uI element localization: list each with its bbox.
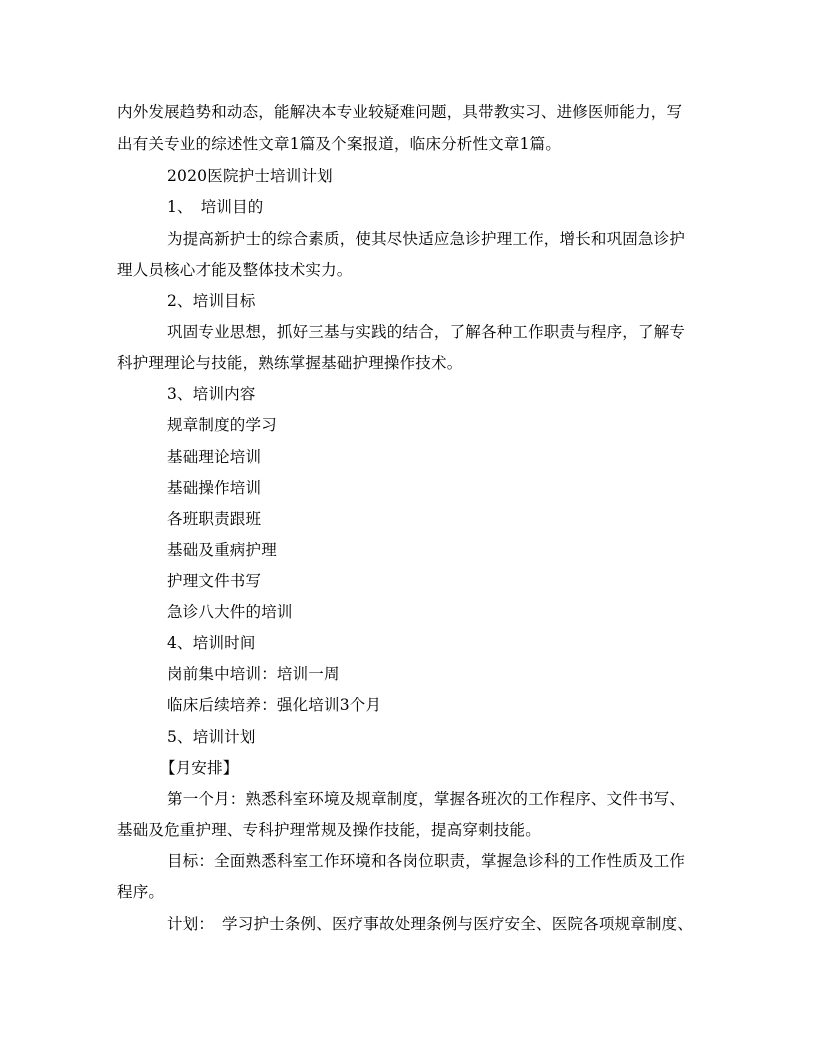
paragraph-line: 出有关专业的综述性文章1篇及个案报道，临床分析性文章1篇。: [117, 135, 562, 153]
paragraph-line: 第一个月：熟悉科室环境及规章制度，掌握各班次的工作程序、文件书写、: [167, 790, 686, 808]
section-heading: 2、培训目标: [167, 292, 256, 310]
list-item: 规章制度的学习: [167, 416, 277, 434]
section-heading: 5、培训计划: [167, 728, 256, 746]
section-heading: 4、培训时间: [167, 634, 256, 652]
paragraph-line: 科护理理论与技能，熟练掌握基础护理操作技术。: [117, 354, 463, 372]
list-item: 各班职责跟班: [167, 510, 262, 528]
list-item: 护理文件书写: [167, 572, 262, 590]
paragraph-line: 内外发展趋势和动态，能解决本专业较疑难问题，具带教实习、进修医师能力，写: [117, 103, 683, 121]
paragraph-line: 目标：全面熟悉科室工作环境和各岗位职责，掌握急诊科的工作性质及工作: [167, 852, 686, 870]
list-item: 基础理论培训: [167, 448, 262, 466]
list-item: 临床后续培养：强化培训3个月: [167, 696, 382, 714]
paragraph-line: 程序。: [117, 883, 165, 901]
subsection-heading: 【月安排】: [160, 759, 239, 777]
document-title: 2020医院护士培训计划: [167, 167, 333, 185]
paragraph-line: 基础及危重护理、专科护理常规及操作技能，提高穿刺技能。: [117, 821, 541, 839]
list-item: 岗前集中培训：培训一周: [167, 665, 340, 683]
list-item: 基础操作培训: [167, 479, 262, 497]
paragraph-line: 计划： 学习护士条例、医疗事故处理条例与医疗安全、医院各项规章制度、: [167, 915, 694, 933]
paragraph-line: 理人员核心才能及整体技术实力。: [117, 261, 353, 279]
section-heading: 3、培训内容: [167, 385, 256, 403]
list-item: 急诊八大件的培训: [167, 603, 293, 621]
section-heading: 1、 培训目的: [167, 198, 264, 216]
list-item: 基础及重病护理: [167, 541, 277, 559]
paragraph-line: 为提高新护士的综合素质，使其尽快适应急诊护理工作，增长和巩固急诊护: [167, 230, 686, 248]
paragraph-line: 巩固专业思想，抓好三基与实践的结合，了解各种工作职责与程序，了解专: [167, 323, 686, 341]
